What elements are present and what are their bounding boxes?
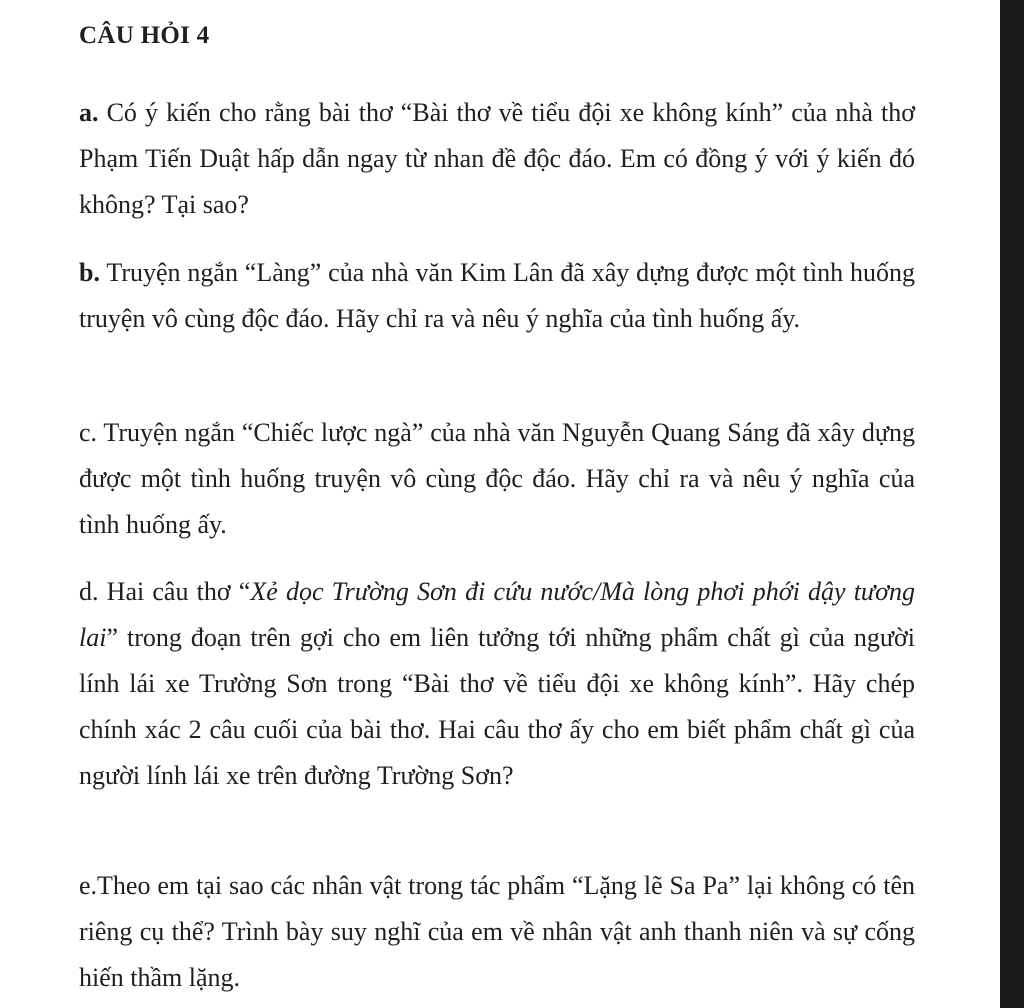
question-d-quote: Xẻ dọc Trường Sơn đi cứu nước/Mà lòng phơi phới dậy tương lai <box>79 577 915 652</box>
question-a <box>79 90 915 228</box>
question-b-marker: b. <box>79 258 100 287</box>
dark-right-edge <box>1000 0 1024 1008</box>
page-title: CÂU HỎI 4 <box>79 22 210 49</box>
question-d-text-before: d. Hai câu thơ “ <box>79 577 251 606</box>
question-c: c. Truyện ngắn “Chiếc lược ngà” của nhà văn Nguyễn Quang Sáng đã xây dựng được một tình huống truyện vô cùng độc đáo. Hãy chỉ ra và nêu ý nghĩa của tình huống ấy. <box>79 418 915 539</box>
question-a-text: Có ý kiến cho rằng bài thơ “Bài thơ về tiểu đội xe không kính” của nhà thơ Phạm Tiến Duật hấp dẫn ngay từ nhan đề độc đáo. Em có đồng ý với ý kiến đó không? Tại sao? <box>79 98 915 219</box>
question-e: e.Theo em tại sao các nhân vật trong tác phẩm “Lặng lẽ Sa Pa” lại không có tên riêng cụ thể? Trình bày suy nghĩ của em về nhân vật anh thanh niên và sự cống hiến thầm lặng. <box>79 871 915 992</box>
question-b-text: Truyện ngắn “Làng” của nhà văn Kim Lân đã xây dựng được một tình huống truyện vô cùng độc đáo. Hãy chỉ ra và nêu ý nghĩa của tình huống ấy. <box>79 258 915 333</box>
question-b <box>79 250 915 342</box>
question-d-text-after: ” trong đoạn trên gợi cho em liên tưởng tới những phẩm chất gì của người lính lái xe Trường Sơn trong “Bài thơ về tiểu đội xe không kính”. Hãy chép chính xác 2 câu cuối của bài thơ. Hai câu thơ ấy cho em biết phẩm chất gì của người lính lái xe trên đường Trường Sơn? <box>79 623 915 790</box>
question-d <box>79 569 915 799</box>
question-a-marker: a. <box>79 98 99 127</box>
